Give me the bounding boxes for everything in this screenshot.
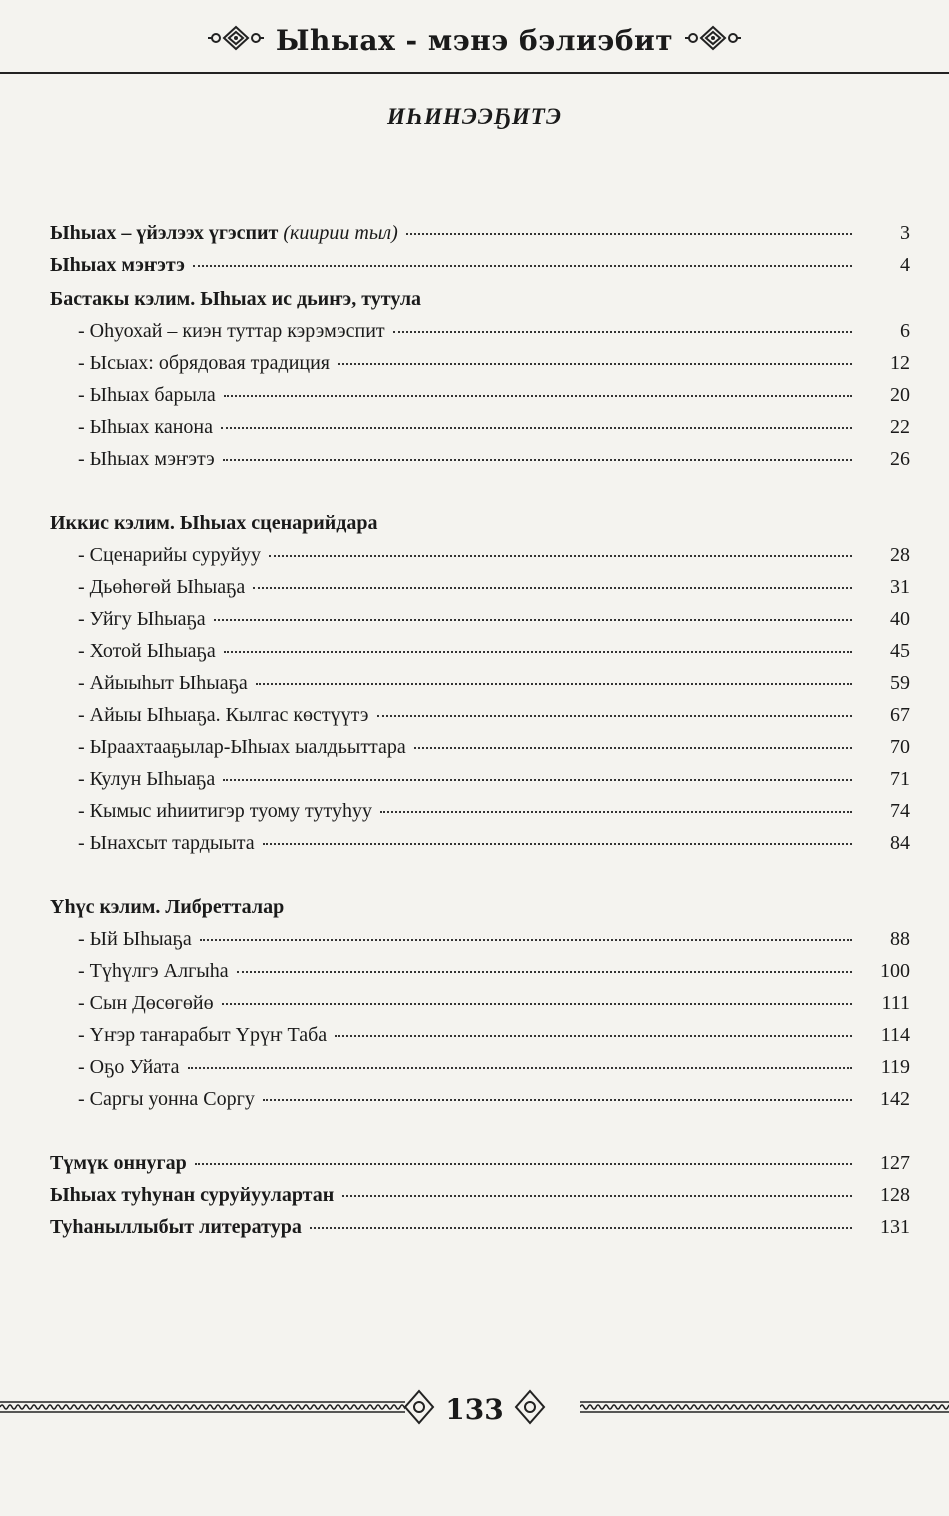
knot-ornament-icon [508,1387,552,1432]
toc-entry-label [50,640,216,663]
toc-entry-text: - Ыраахтааҕылар-Ыһыах ыалдьыттара [78,736,406,758]
toc-entry-label [50,352,330,375]
toc-entry-text: - Ыһыах барыла [78,384,216,406]
toc-entry-label [50,416,213,439]
toc-subentry [50,320,910,350]
toc-subentry [50,672,910,702]
toc-entry-label [50,544,261,567]
toc-subentry [50,992,910,1022]
toc-subentry [50,768,910,798]
dot-leader [222,1003,852,1005]
toc-entry-label [50,320,385,343]
toc-entry-label [50,1024,327,1047]
toc-entry [50,1216,910,1246]
toc-page-number: 3 [900,222,910,244]
dot-leader [200,939,852,941]
toc-entry-text: Ыһыах мэҥэтэ [50,254,185,276]
page-number: 133 [445,1392,504,1426]
toc-entry-label [50,672,248,695]
toc-title: ИҺИНЭЭҔИТЭ [387,104,562,129]
toc-entry-label [50,608,206,631]
toc-section-heading [50,896,910,926]
toc-entry-label [50,254,185,277]
dot-leader [253,587,852,589]
knot-ornament-icon [397,1387,441,1432]
toc-page-number: 71 [890,768,910,790]
toc-entry-label [50,960,229,983]
knot-ornament-left-icon [206,23,266,58]
toc-subentry [50,800,910,830]
toc-entry-text: - Оһуохай – киэн туттар кэрэмэспит [78,320,385,342]
toc-entry-text: - Ый Ыһыаҕа [78,928,192,950]
toc-page-number: 4 [900,254,910,276]
dot-leader [223,459,852,461]
toc-entry-label [50,928,192,951]
toc-entry-label [50,800,372,823]
toc-page-number: 28 [890,544,910,566]
toc-subentry [50,928,910,958]
toc-entry-text: - Ынахсыт тардыыта [78,832,255,854]
toc-entry-label [50,384,216,407]
toc-entry-text: - Ыһыах мэҥэтэ [78,448,215,470]
toc-entry [50,254,910,284]
toc-page-number: 45 [890,640,910,662]
toc-entry-text: - Түһүлгэ Алгыһа [78,960,229,982]
toc-entry-label [50,288,421,311]
toc-subentry [50,640,910,670]
toc-entry-label [50,736,406,759]
toc-entry-label [50,832,255,855]
dot-leader [256,683,852,685]
page-footer [0,1384,949,1434]
toc-entry-text: Туһаныллыбыт литература [50,1216,302,1238]
toc-subentry [50,1056,910,1086]
toc-entry-text: Ыһыах – үйэлээх үгэспит [50,222,279,244]
toc-subentry [50,544,910,574]
running-header [0,14,949,66]
toc-subentry [50,1088,910,1118]
dot-leader [193,265,852,267]
toc-entry-text: - Үҥэр таҥарабыт Үрүҥ Таба [78,1024,328,1046]
toc-entry-label [50,704,369,727]
header-rule [0,72,949,74]
toc-page-number: 59 [890,672,910,694]
toc-page-number: 74 [890,800,910,822]
toc-page-number: 88 [890,928,910,950]
toc-subentry [50,448,910,478]
dot-leader [224,651,852,653]
running-header-title: Ыһыах - мэнэ бэлиэбит [275,23,674,57]
dot-leader [335,1035,852,1037]
toc-subentry [50,576,910,606]
toc-entry [50,222,910,252]
toc-entry-text: - Уйгу Ыһыаҕа [78,608,206,630]
toc-entry-text: - Кымыс иһиитигэр туому тутуһуу [78,800,372,822]
dot-leader [342,1195,852,1197]
toc-entry-text: Ыһыах туһунан суруйуулартан [50,1184,335,1206]
dot-leader [195,1163,852,1165]
toc-entry-label [50,1056,180,1079]
toc-entry-text: - Сын Дөсөгөйө [78,992,214,1014]
toc-entry-label [50,1216,302,1239]
dot-leader [223,779,852,781]
toc-entry-label [50,1088,255,1111]
toc-entry [50,1152,910,1182]
toc-subentry [50,832,910,862]
toc-entry-label [50,1152,187,1175]
toc-page-number: 100 [880,960,910,982]
toc-entry-label [50,768,215,791]
toc-page-number: 31 [890,576,910,598]
toc-page-number: 114 [880,1024,910,1046]
toc-entry-text: - Кулун Ыһыаҕа [78,768,216,790]
toc-entry-text: Бастакы кэлим. Ыһыах ис дьиҥэ, тутула [50,288,422,310]
toc-page-number: 22 [890,416,910,438]
toc-entry-text: - Ыһыах канона [78,416,213,438]
toc-page-number: 131 [880,1216,910,1238]
toc-entry-label [50,576,245,599]
toc-entry-label [50,1184,334,1207]
toc-entry-text: - Сценарийы суруйуу [78,544,262,566]
toc-page-number: 111 [881,992,910,1014]
toc-subentry [50,704,910,734]
toc-entry-text: Иккис кэлим. Ыһыах сценарийдара [50,512,378,534]
dot-leader [393,331,852,333]
dot-leader [338,363,852,365]
toc-subentry [50,416,910,446]
toc-entry-label [50,992,214,1015]
toc-entry [50,1184,910,1214]
toc-subentry [50,352,910,382]
toc-page-number: 70 [890,736,910,758]
toc-page-number: 84 [890,832,910,854]
toc-entry-text: - Айыы Ыһыаҕа. Кылгас көстүүтэ [78,704,369,726]
toc-page-number: 119 [880,1056,910,1078]
dot-leader [406,233,852,235]
toc-page-number: 6 [900,320,910,342]
dot-leader [269,555,852,557]
toc-entry-label [50,222,398,245]
toc-entry-text: - Дьөһөгөй Ыһыаҕа [78,576,246,598]
toc-entry-label [50,896,284,919]
dot-leader [237,971,852,973]
toc-page-number: 67 [890,704,910,726]
toc-page-number: 128 [880,1184,910,1206]
knot-ornament-right-icon [683,23,743,58]
toc-subentry [50,608,910,638]
toc-page-number: 40 [890,608,910,630]
dot-leader [263,1099,852,1101]
dot-leader [214,619,852,621]
toc-entry-label [50,512,378,535]
dot-leader [414,747,852,749]
toc-entry-text: - Саргы уонна Соргу [78,1088,255,1110]
toc-subentry [50,736,910,766]
toc-page-number: 26 [890,448,910,470]
toc-section-heading [50,288,910,318]
dot-leader [221,427,852,429]
toc-subentry [50,384,910,414]
toc-subentry [50,1024,910,1054]
toc-entry-text: - Хотой Ыһыаҕа [78,640,216,662]
toc-entry-text: - Айыыһыт Ыһыаҕа [78,672,248,694]
toc-page-number: 127 [880,1152,910,1174]
dot-leader [377,715,853,717]
toc-entry-text: - Оҕо Уйата [78,1056,180,1078]
toc-subentry [50,960,910,990]
toc-entry-text: Түмүк оннугар [50,1152,187,1174]
toc-entry-label [50,448,215,471]
dot-leader [224,395,852,397]
dot-leader [380,811,852,813]
dot-leader [310,1227,852,1229]
toc-section-heading [50,512,910,542]
toc-entry-text: Үһүс кэлим. Либретталар [50,896,285,918]
toc-entry-note: (киирии тыл) [283,222,398,244]
toc-page-number: 20 [890,384,910,406]
toc-page-number: 12 [890,352,910,374]
dot-leader [263,843,852,845]
dot-leader [188,1067,853,1069]
toc-entry-text: - Ысыах: обрядовая традиция [78,352,331,374]
toc-page-number: 142 [880,1088,910,1110]
